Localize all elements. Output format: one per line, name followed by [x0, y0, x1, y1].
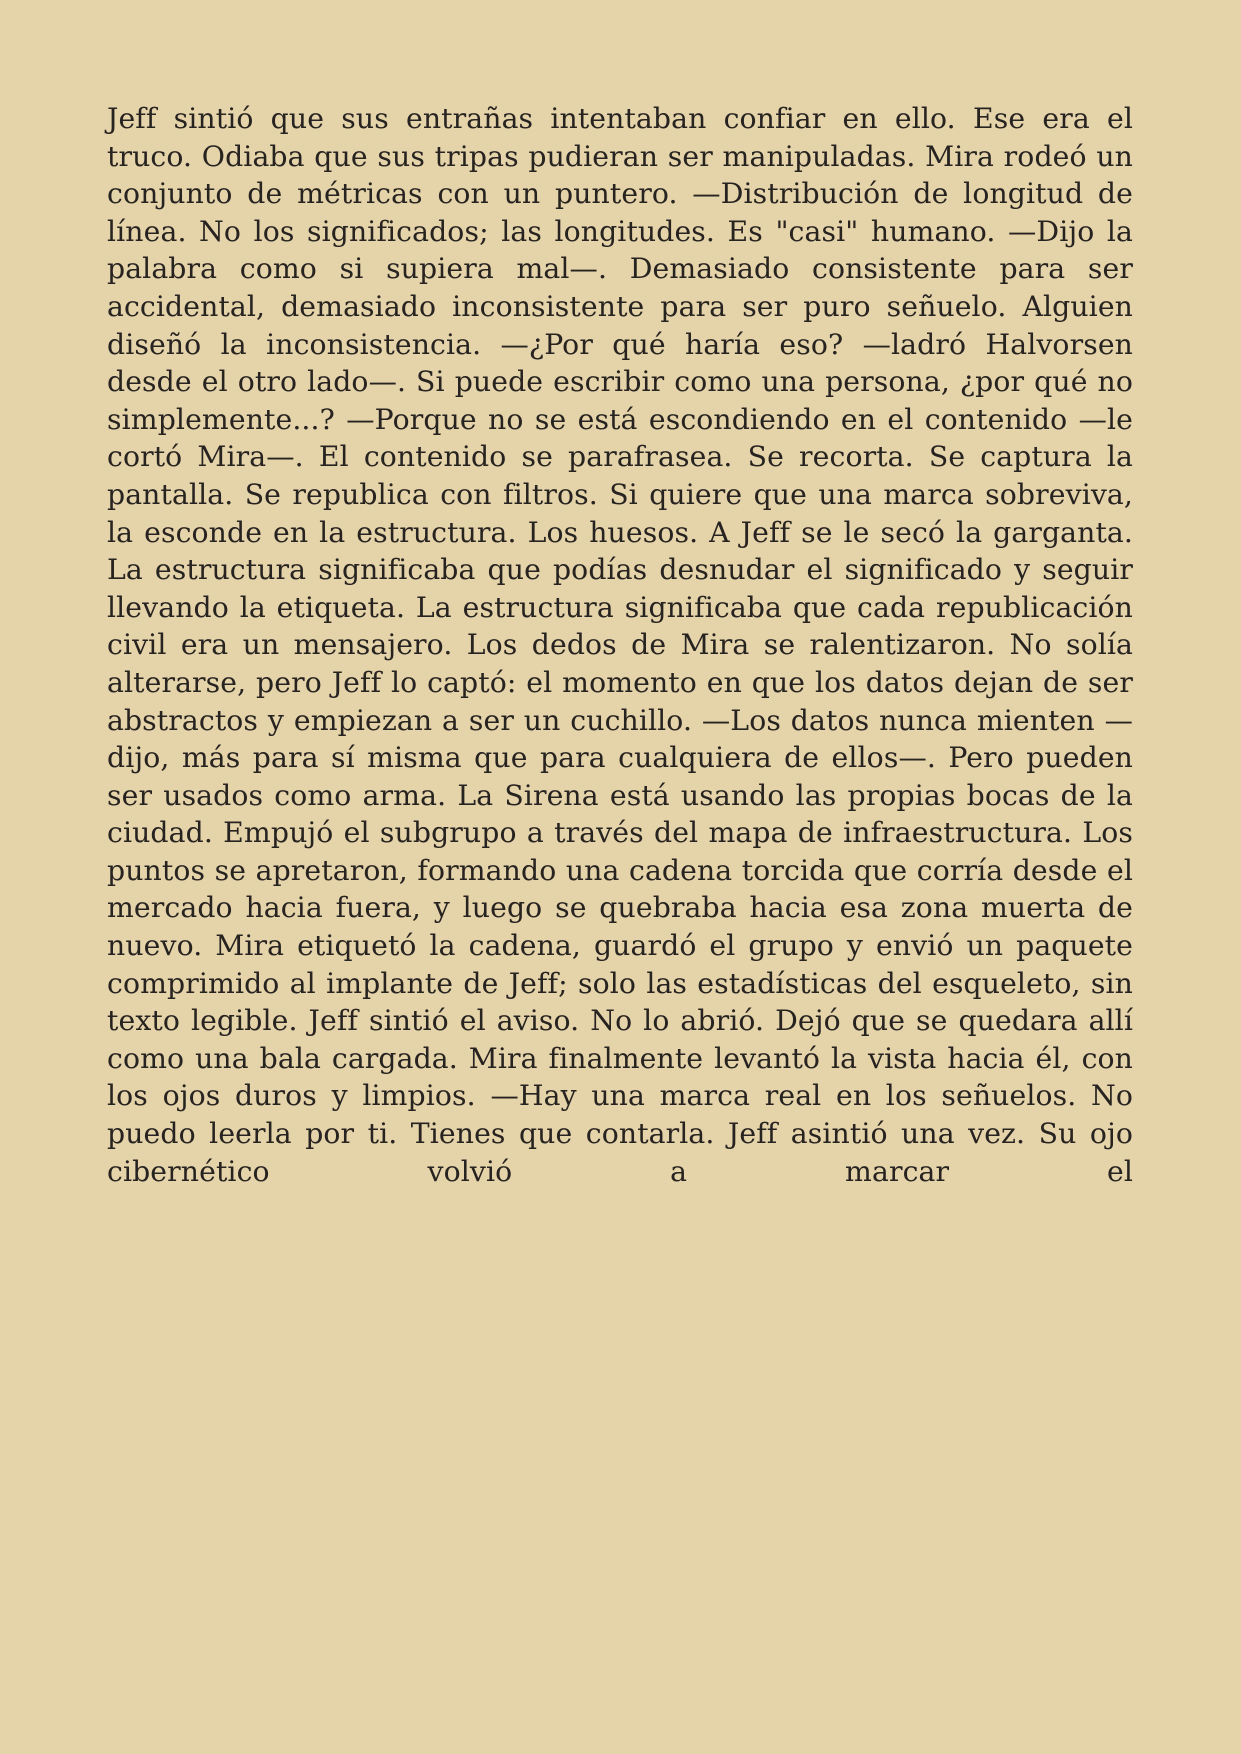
body-paragraph: Jeff sintió que sus entrañas intentaban confiar en ello. Ese era el truco. Odiaba que sus tripas pudieran ser manipuladas. Mira rodeó un conjunto de métricas con un puntero. —Distribución de longitud de línea. No los significados; las longitudes. Es "casi" humano. —Dijo la palabra como si supiera mal—. Demasiado consistente para ser accidental, demasiado inconsistente para ser puro señuelo. Alguien diseñó la inconsistencia. —¿Por qué haría eso? —ladró Halvorsen desde el otro lado—. Si puede escribir como una persona, ¿por qué no simplemente...? —Porque no se está escondiendo en el contenido —le cortó Mira—. El contenido se parafrasea. Se recorta. Se captura la pantalla. Se republica con filtros. Si quiere que una marca sobreviva, la esconde en la estructura. Los huesos. A Jeff se le secó la garganta. La estructura significaba que podías desnudar el significado y seguir llevando la etiqueta. La estructura significaba que cada republicación civil era un mensajero. Los dedos de Mira se ralentizaron. No solía alterarse, pero Jeff lo captó: el momento en que los datos dejan de ser abstractos y empiezan a ser un cuchillo. —Los datos nunca mienten —dijo, más para sí misma que para cualquiera de ellos—. Pero pueden ser usados como arma. La Sirena está usando las propias bocas de la ciudad. Empujó el subgrupo a través del mapa de infraestructura. Los puntos se apretaron, formando una cadena torcida que corría desde el mercado hacia fuera, y luego se quebraba hacia esa zona muerta de nuevo. Mira etiquetó la cadena, guardó el grupo y envió un paquete comprimido al implante de Jeff; solo las estadísticas del esqueleto, sin texto legible. Jeff sintió el aviso. No lo abrió. Dejó que se quedara allí como una bala cargada. Mira finalmente levantó la vista hacia él, con los ojos duros y limpios. —Hay una marca real en los señuelos. No puedo leerla por ti. Tienes que contarla. Jeff asintió una vez. Su ojo cibernético volvió a marcar el: [107, 102, 1133, 1188]
text-column: [107, 100, 1133, 1228]
